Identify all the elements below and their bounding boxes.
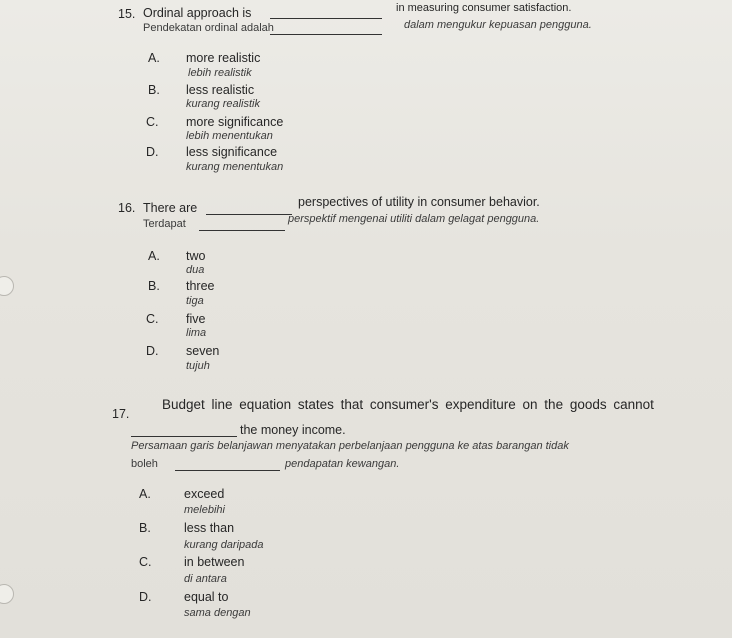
option-text-en: exceed (184, 487, 225, 501)
question-number: 16. (118, 201, 136, 215)
question-text-en: There are (143, 201, 198, 215)
answer-blank (270, 18, 382, 19)
answer-blank (199, 230, 285, 231)
option-text-en: three (186, 279, 215, 293)
option-text-en: seven (186, 344, 220, 358)
option-text-ms: lebih realistik (188, 67, 252, 79)
answer-blank (206, 214, 292, 215)
answer-blank (175, 470, 280, 471)
question-text-en-end: in measuring consumer satisfaction. (396, 2, 572, 14)
binder-hole (0, 584, 14, 604)
option-text-ms: lima (186, 327, 207, 339)
option-text-en: five (186, 312, 206, 326)
option-text-en: more significance (186, 115, 284, 129)
question-text-ms: Terdapat (143, 218, 186, 230)
question-number: 17. (112, 407, 130, 421)
question-number: 15. (118, 7, 136, 21)
question-text-ms: Pendekatan ordinal adalah (143, 22, 274, 34)
option-text-ms: kurang daripada (184, 539, 264, 551)
option-text-ms: di antara (184, 573, 227, 585)
option-text-ms: sama dengan (184, 607, 251, 619)
option-text-en: equal to (184, 590, 229, 604)
option-letter: A. (148, 249, 160, 263)
option-letter: A. (148, 51, 160, 65)
option-letter: B. (148, 83, 160, 97)
option-text-ms: melebihi (184, 504, 225, 516)
question-text-ms-end: perspektif mengenai utiliti dalam gelagat pengguna. (288, 213, 540, 225)
option-text-en: less realistic (186, 83, 255, 97)
question-text-en-end: perspectives of utility in consumer behavior. (298, 195, 540, 209)
option-letter: C. (139, 555, 152, 569)
option-text-ms: dua (186, 264, 205, 276)
option-letter: D. (146, 145, 159, 159)
option-letter: C. (146, 115, 159, 129)
question-text-ms-end: dalam mengukur kepuasan pengguna. (404, 19, 592, 31)
option-letter: B. (139, 521, 151, 535)
option-letter: C. (146, 312, 159, 326)
answer-blank (131, 436, 237, 437)
option-text-ms: lebih menentukan (186, 130, 273, 142)
option-text-ms: tiga (186, 295, 204, 307)
question-text-en-line2: the money income. (240, 423, 346, 437)
question-text-en: Ordinal approach is (143, 6, 252, 20)
answer-blank (270, 34, 382, 35)
option-text-en: in between (184, 555, 245, 569)
option-letter: D. (139, 590, 152, 604)
option-text-en: more realistic (186, 51, 261, 65)
option-text-ms: kurang menentukan (186, 161, 284, 173)
option-letter: B. (148, 279, 160, 293)
option-letter: D. (146, 344, 159, 358)
question-text-en: Budget line equation states that consumer's expenditure on the goods cannot (162, 397, 654, 412)
question-text-ms-line2-end: pendapatan kewangan. (285, 458, 400, 470)
option-text-ms: tujuh (186, 360, 210, 372)
option-text-en: less significance (186, 145, 278, 159)
option-text-en: less than (184, 521, 235, 535)
binder-hole (0, 276, 14, 296)
option-letter: A. (139, 487, 151, 501)
question-text-ms: Persamaan garis belanjawan menyatakan perbelanjaan pengguna ke atas barangan tidak (131, 440, 569, 452)
option-text-en: two (186, 249, 206, 263)
question-text-ms-line2: boleh (131, 458, 158, 470)
option-text-ms: kurang realistik (186, 98, 260, 110)
